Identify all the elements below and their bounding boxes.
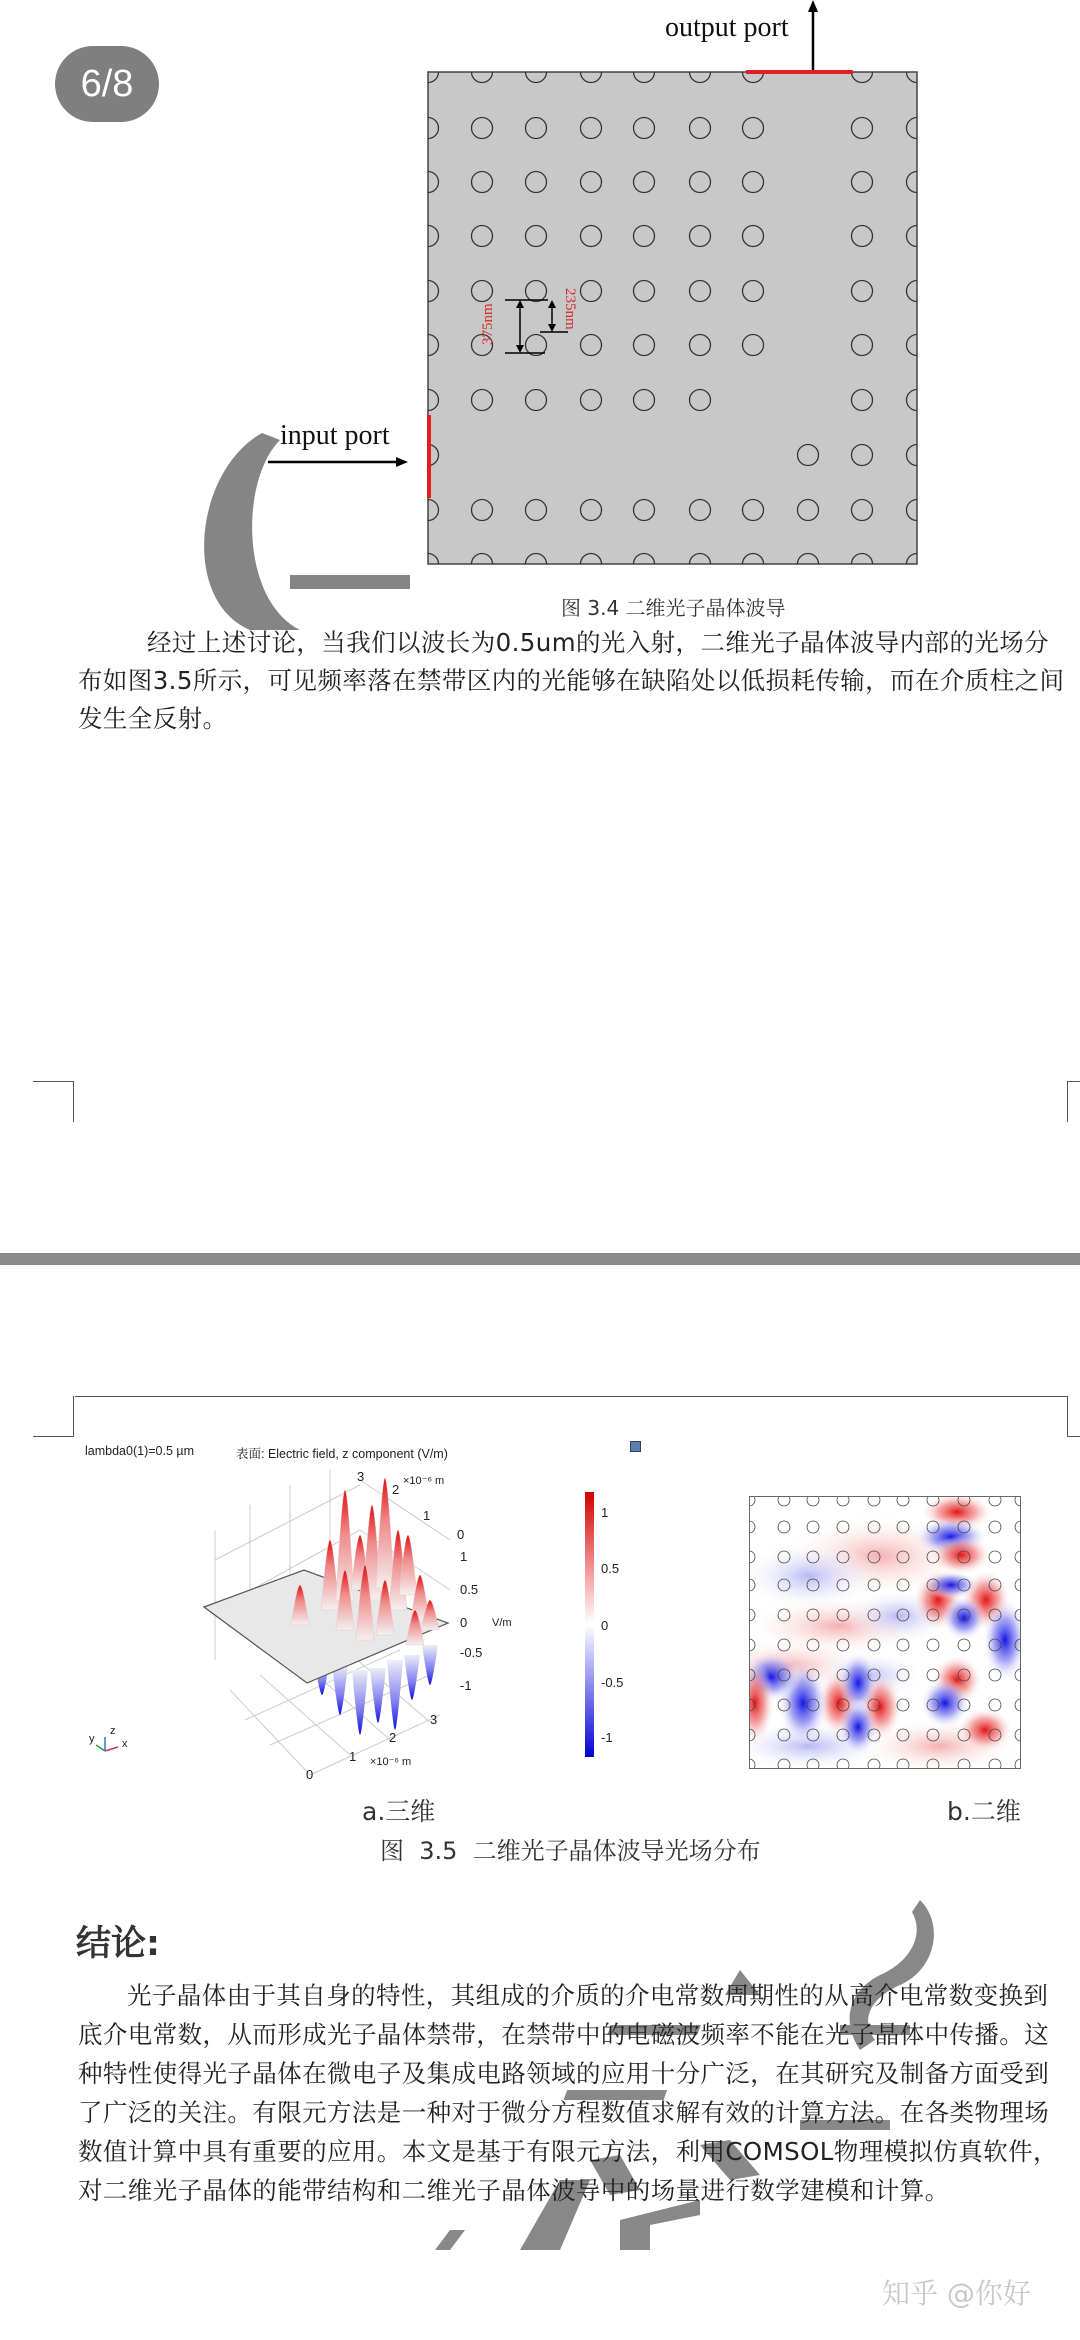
- lattice-dimension-label: 375nm: [480, 303, 496, 345]
- y-tick: 3: [357, 1469, 365, 1484]
- axis-triad-icon: [96, 1737, 118, 1751]
- paragraph-1-line: 经过上述讨论，当我们以波长为0.5um的光入射，二维光子晶体波导内部的光场分: [147, 628, 1050, 657]
- conclusion-line: 了广泛的关注。有限元方法是一种对于微分方程数值求解有效的计算方法。在各类物理场: [78, 2098, 1050, 2127]
- field-dip: [404, 1655, 420, 1700]
- plot-surface-label: 表面: Electric field, z component (V/m): [236, 1447, 448, 1461]
- page-indicator: 6/8: [55, 46, 159, 122]
- colorbar-tick: 0: [601, 1618, 609, 1633]
- watermark-bar: [290, 575, 410, 589]
- conclusion-line: 底介电常数，从而形成光子晶体禁带，在禁带中的电磁波频率不能在光子晶体中传播。这: [78, 2020, 1050, 2049]
- z-tick: -0.5: [460, 1645, 483, 1660]
- conclusion-line: 数值计算中具有重要的应用。本文是基于有限元方法，利用COMSOL物理模拟仿真软件，: [78, 2137, 1058, 2166]
- page-top-rule: [75, 1396, 1067, 1397]
- triad-x-label: x: [122, 1738, 128, 1750]
- 3d-field-plot: [0, 1460, 560, 1800]
- field-dip: [387, 1660, 403, 1730]
- page-corner-mark: [33, 1081, 74, 1122]
- input-arrow-head: [396, 457, 408, 467]
- plot-header: lambda0(1)=0.5 µm: [85, 1444, 194, 1458]
- z-tick: -1: [460, 1678, 472, 1693]
- crystal-region: [428, 72, 917, 564]
- field-blob: [942, 1596, 987, 1641]
- paragraph-1-line: 布如图3.5所示，可见频率落在禁带区内的光能够在缺陷处以低损耗传输，而在介质柱之间: [78, 666, 1065, 695]
- y-tick: 2: [392, 1482, 400, 1497]
- output-arrow-head: [808, 0, 818, 12]
- conclusion-line: 对二维光子晶体的能带结构和二维光子晶体波导中的场量进行数学建模和计算。: [78, 2176, 950, 2205]
- page-corner-mark: [33, 1396, 74, 1437]
- figure-3-4-caption: 图 3.4 二维光子晶体波导: [561, 596, 786, 620]
- page-corner-mark: [1067, 1081, 1080, 1122]
- field-blob: [838, 1699, 877, 1755]
- page-corner-mark: [1067, 1396, 1080, 1437]
- x-tick: 2: [389, 1730, 397, 1745]
- conclusion-line: 种特性使得光子晶体在微电子及集成电路领域的应用十分广泛，在其研究及制备方面受到: [78, 2059, 1050, 2088]
- photonic-crystal-waveguide-figure: [0, 0, 1080, 640]
- x-axis-unit: ×10⁻⁶ m: [370, 1756, 412, 1768]
- input-port-label: input port: [280, 420, 390, 451]
- page-separator: [0, 1253, 1080, 1265]
- y-axis-unit: ×10⁻⁶ m: [403, 1475, 445, 1487]
- z-axis-unit: V/m: [492, 1617, 512, 1629]
- field-blob: [957, 1708, 1013, 1753]
- y-tick: 1: [423, 1508, 431, 1523]
- x-tick: 3: [430, 1712, 438, 1727]
- field-dip: [422, 1645, 438, 1685]
- colorbar-tick: -0.5: [601, 1675, 624, 1690]
- paragraph-1-line: 发生全反射。: [78, 704, 228, 733]
- field-dip: [352, 1670, 368, 1735]
- colorbar: [585, 1492, 594, 1757]
- z-tick: 0: [460, 1615, 468, 1630]
- radius-dimension-label: 235nm: [562, 288, 578, 330]
- zhihu-watermark: 知乎 @你好: [882, 2277, 1031, 2310]
- sub-caption-3d: a.三维: [362, 1797, 436, 1826]
- conclusion-line: 光子晶体由于其自身的特性，其组成的介质的介电常数周期性的从高介电常数变换到: [127, 1981, 1049, 2010]
- field-blob: [930, 1535, 992, 1574]
- y-tick: 0: [457, 1527, 465, 1542]
- 2d-field-map: [749, 1496, 1021, 1769]
- z-tick: 0.5: [460, 1582, 479, 1597]
- field-blob: [923, 1571, 979, 1599]
- x-tick: 1: [349, 1749, 357, 1764]
- colorbar-tick: -1: [601, 1730, 613, 1745]
- conclusion-heading: 结论:: [76, 1924, 160, 1964]
- output-port-label: output port: [665, 12, 789, 43]
- z-tick: 1: [460, 1549, 468, 1564]
- sub-caption-2d: b.二维: [947, 1797, 1021, 1826]
- colorbar-tick: 0.5: [601, 1561, 620, 1576]
- x-tick: 0: [306, 1767, 314, 1782]
- plot-settings-icon[interactable]: [630, 1441, 641, 1452]
- colorbar-tick: 1: [601, 1505, 609, 1520]
- triad-y-label: y: [89, 1733, 95, 1745]
- triad-z-label: z: [110, 1725, 116, 1737]
- figure-3-5-caption: 图 3.5 二维光子晶体波导光场分布: [380, 1837, 761, 1865]
